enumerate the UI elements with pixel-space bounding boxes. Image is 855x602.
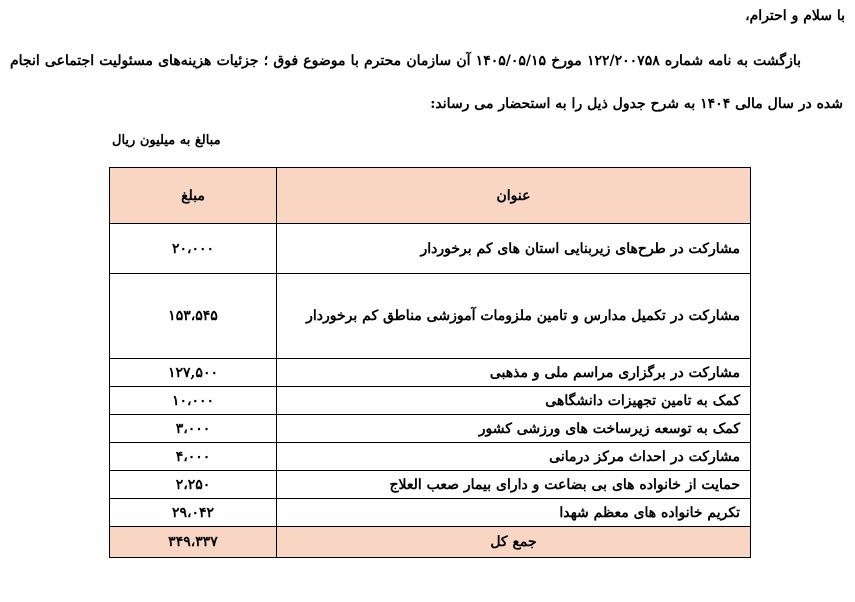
unit-note: مبالغ به میلیون ریال xyxy=(112,133,221,148)
table-header-row xyxy=(110,168,751,224)
row-title: تکریم خانواده های معظم شهدا xyxy=(277,499,751,527)
table-row xyxy=(110,415,751,443)
row-amount: ۲۹،۰۴۲ xyxy=(110,499,277,527)
total-label: جمع کل xyxy=(277,527,751,558)
cost-table xyxy=(109,167,751,558)
total-amount: ۳۴۹،۳۳۷ xyxy=(110,527,277,558)
table-row xyxy=(110,387,751,415)
row-title: مشارکت در تکمیل مدارس و تامین ملزومات آموزشی مناطق کم برخوردار xyxy=(277,274,751,359)
header-amount: مبلغ xyxy=(110,168,277,224)
row-title: مشارکت در احداث مرکز درمانی xyxy=(277,443,751,471)
total-row xyxy=(110,527,751,558)
row-amount: ۱۲۷,۵۰۰ xyxy=(110,359,277,387)
letter-body: بازگشت به نامه شماره ۱۲۲/۲۰۰۷۵۸ مورخ ۱۴۰۵/۰۵/۱۵ آن سازمان محترم با موضوع فوق ؛ جزئیات هزینه‌های مسئولیت اجتماعی انجام شده در سال مالی ۱۴۰۴ به شرح جدول ذیل را به استحضار می رساند: xyxy=(10,53,843,112)
row-title: مشارکت در برگزاری مراسم ملی و مذهبی xyxy=(277,359,751,387)
table-row xyxy=(110,274,751,359)
table-row xyxy=(110,443,751,471)
row-title: حمایت از خانواده های بی بضاعت و دارای بیمار صعب العلاج xyxy=(277,471,751,499)
row-amount: ۴،۰۰۰ xyxy=(110,443,277,471)
greeting: با سلام و احترام، xyxy=(745,8,845,24)
row-amount: ۳،۰۰۰ xyxy=(110,415,277,443)
row-title: مشارکت در طرح‌های زیربنایی استان های کم برخوردار xyxy=(277,224,751,274)
table-row xyxy=(110,471,751,499)
row-amount: ۱۰،۰۰۰ xyxy=(110,387,277,415)
row-amount: ۲۰،۰۰۰ xyxy=(110,224,277,274)
row-title: کمک به توسعه زیرساخت های ورزشی کشور xyxy=(277,415,751,443)
table-row xyxy=(110,224,751,274)
table-row xyxy=(110,359,751,387)
table-row xyxy=(110,499,751,527)
row-amount: ۱۵۳،۵۴۵ xyxy=(110,274,277,359)
row-amount: ۲،۲۵۰ xyxy=(110,471,277,499)
row-title: کمک به تامین تجهیزات دانشگاهی xyxy=(277,387,751,415)
header-title: عنوان xyxy=(277,168,751,224)
